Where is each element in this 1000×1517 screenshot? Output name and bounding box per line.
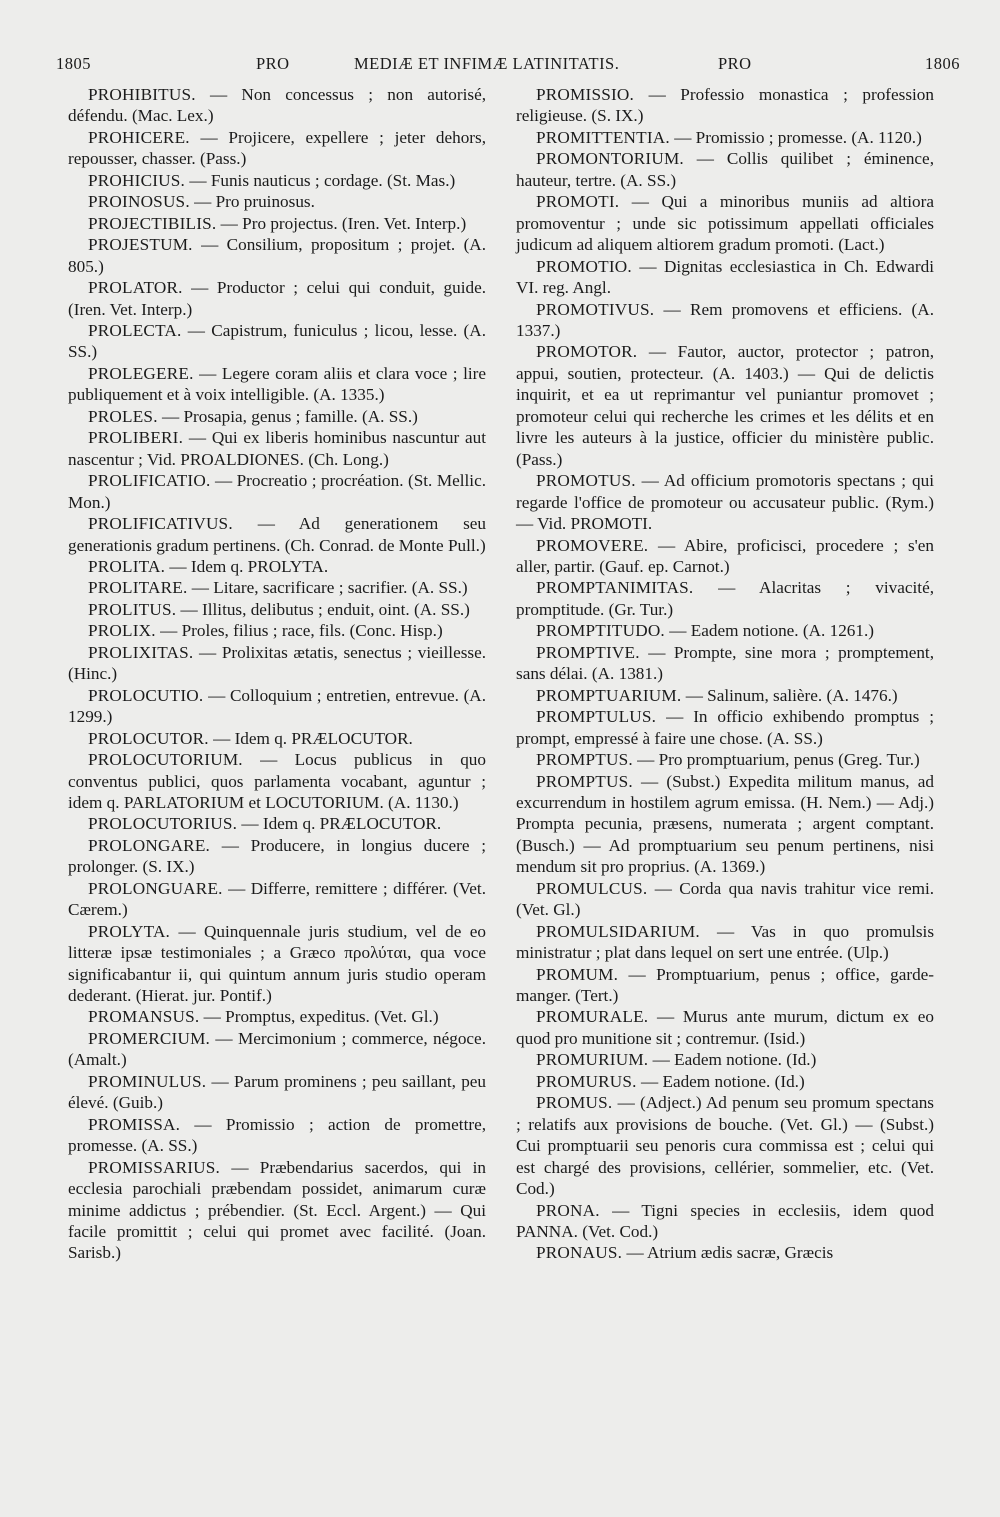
- entry-headword: PRONAUS.: [536, 1243, 623, 1263]
- entry-definition: — Promptuarium, penus ; office, garde-manger. (Tert.): [516, 964, 935, 1006]
- dictionary-entry: [516, 642, 934, 685]
- entry-headword: PROLOCUTORIUS.: [88, 814, 238, 834]
- entry-headword: PROJESTUM.: [88, 235, 193, 255]
- entry-definition: — Alacritas ; vivacité, promptitude. (Gr. Tur.): [516, 578, 935, 619]
- entry-headword: PROMURALE.: [536, 1007, 649, 1027]
- entry-headword: PROLOCUTOR.: [88, 728, 209, 748]
- entry-definition: — In officio exhibendo promptus ; prompt, empressé à faire une chose. (A. SS.): [516, 707, 934, 748]
- entry-headword: PROMPTUARIUM.: [536, 685, 682, 705]
- entry-headword: PROMISSA.: [88, 1114, 181, 1134]
- entry-headword: PROMANSUS.: [88, 1007, 200, 1027]
- entry-definition: — Eadem notione. (A. 1261.): [669, 621, 875, 641]
- running-head: [56, 54, 960, 84]
- dictionary-entry: [68, 213, 486, 234]
- entry-definition: — Proles, filius ; race, fils. (Conc. Hisp.): [160, 621, 443, 641]
- running-headword-right: PRO: [718, 54, 752, 73]
- entry-headword: PROMULCUS.: [536, 878, 648, 898]
- entry-headword: PROLITARE.: [88, 578, 188, 598]
- entry-definition: — Parum prominens ; peu saillant, peu élevé. (Guib.): [68, 1071, 487, 1113]
- dictionary-entry: [68, 1114, 486, 1157]
- entry-definition: — Idem q. PRÆLOCUTOR.: [213, 728, 413, 748]
- entry-definition: — Consilium, propositum ; projet. (A. 805.): [68, 235, 486, 276]
- entry-headword: PROLIXITAS.: [88, 642, 194, 662]
- entry-definition: — Promptus, expeditus. (Vet. Gl.): [203, 1007, 439, 1027]
- entry-definition: — Promissio ; action de promettre, promesse. (A. SS.): [68, 1114, 486, 1156]
- entry-headword: PROLOCUTIO.: [88, 685, 204, 705]
- entry-headword: PROMUM.: [536, 964, 619, 984]
- entry-headword: PROMPTUS.: [536, 771, 633, 791]
- entry-headword: PROLOCUTORIUM.: [88, 750, 243, 770]
- entry-headword: PROLIFICATIVUS.: [88, 514, 233, 534]
- dictionary-entry: [68, 191, 486, 212]
- entry-headword: PROLONGUARE.: [88, 878, 223, 898]
- dictionary-entry: [68, 1028, 486, 1071]
- entry-definition: — Ad officium promotoris spectans ; qui regarde l'office de promoteur ou accusateur public. (Rym.) — Vid. PROMOTI.: [516, 471, 934, 534]
- entry-headword: PROLES.: [88, 406, 158, 426]
- entry-definition: — Pro projectus. (Iren. Vet. Interp.): [220, 213, 467, 233]
- entry-headword: PROMISSARIUS.: [88, 1157, 221, 1177]
- dictionary-entry: [68, 513, 486, 556]
- entry-definition: — Qui ex liberis hominibus nascuntur aut nascentur ; Vid. PROALDIONES. (Ch. Long.): [68, 428, 487, 469]
- dictionary-entry: [68, 1157, 486, 1264]
- dictionary-entry: [68, 728, 486, 749]
- entry-headword: PROLEGERE.: [88, 363, 194, 383]
- entry-definition: — Promissio ; promesse. (A. 1120.): [674, 127, 922, 147]
- dictionary-entry: [516, 1006, 934, 1049]
- dictionary-entry: [68, 878, 486, 921]
- entry-headword: PROLITUS.: [88, 599, 177, 619]
- entry-headword: PROLATOR.: [88, 278, 183, 298]
- entry-definition: — Litare, sacrificare ; sacrifier. (A. SS.): [191, 578, 468, 598]
- entry-definition: — Salinum, salière. (A. 1476.): [685, 685, 898, 705]
- entry-headword: PROMISSIO.: [536, 85, 634, 104]
- dictionary-entry: [516, 749, 934, 770]
- entry-headword: PROMOTUS.: [536, 471, 636, 491]
- entry-headword: PROMPTIVE.: [536, 642, 640, 662]
- entry-definition: — Pro pruinosus.: [194, 192, 315, 212]
- entry-headword: PROHIBITUS.: [88, 85, 196, 104]
- entry-headword: PROHICIUS.: [88, 170, 186, 190]
- entry-definition: — Differre, remittere ; différer. (Vet. Cærem.): [68, 878, 486, 920]
- dictionary-entry: [68, 835, 486, 878]
- entry-definition: — Atrium ædis sacræ, Græcis: [626, 1243, 834, 1263]
- entry-headword: PROMOTOR.: [536, 342, 638, 362]
- entry-definition: — Prosapia, genus ; famille. (A. SS.): [162, 406, 418, 426]
- entry-definition: — Abire, proficisci, procedere ; s'en aller, partir. (Gauf. ep. Carnot.): [516, 535, 934, 576]
- entry-definition: — Producere, in longius ducere ; prolonger. (S. IX.): [68, 835, 487, 877]
- dictionary-entry: [516, 127, 934, 148]
- page-number-left: 1805: [56, 54, 91, 73]
- entry-definition: — Quinquennale juris studium, vel de eo litteræ ipsæ testimoniales ; a Græco προλύται, qua voce significabantur ii, qui quintum annum juris studio operam dederant. (Hierat. jur. Pontif.): [68, 921, 487, 1006]
- entry-definition: — Legere coram aliis et clara voce ; lire publiquement et à voix intelligible. (A. 1335.): [68, 363, 487, 405]
- entry-definition: — Procreatio ; procréation. (St. Mellic. Mon.): [68, 471, 486, 512]
- entry-headword: PROMOVERE.: [536, 535, 649, 555]
- dictionary-entry: [68, 470, 486, 513]
- entry-definition: — Idem q. PROLYTA.: [169, 556, 329, 576]
- entry-headword: PROLITA.: [88, 556, 166, 576]
- dictionary-entry: [516, 964, 934, 1007]
- dictionary-entry: [516, 771, 934, 878]
- entry-definition: — Corda qua navis trahitur vice remi. (Vet. Gl.): [516, 878, 935, 920]
- dictionary-entry: [516, 191, 934, 255]
- right-column: [516, 84, 934, 1264]
- dictionary-entry: [68, 599, 486, 620]
- entry-headword: PROLIBERI.: [88, 428, 184, 448]
- entry-definition: — Vas in quo promulsis ministratur ; plat dans lequel on sert une entrée. (Ulp.): [516, 921, 935, 963]
- entry-definition: — Funis nauticus ; cordage. (St. Mas.): [189, 170, 456, 190]
- entry-headword: PROMONTORIUM.: [536, 149, 684, 169]
- dictionary-entry: [68, 749, 486, 813]
- running-title: MEDIÆ ET INFIMÆ LATINITATIS.: [354, 54, 620, 73]
- dictionary-entry: [68, 921, 486, 1007]
- dictionary-entry: [516, 535, 934, 578]
- entry-definition: — Professio monastica ; profession religieuse. (S. IX.): [516, 85, 934, 126]
- dictionary-entry: [516, 84, 934, 127]
- entry-definition: — Tigni species in ecclesiis, idem quod PANNA. (Vet. Cod.): [516, 1200, 934, 1242]
- entry-definition: — Murus ante murum, dictum ex eo quod pro munitione sit ; contremur. (Isid.): [516, 1007, 935, 1048]
- dictionary-entry: [516, 706, 934, 749]
- dictionary-entry: [68, 556, 486, 577]
- entry-definition: — Ad generationem seu generationis gradum pertinens. (Ch. Conrad. de Monte Pull.): [68, 514, 486, 555]
- entry-definition: — Præbendarius sacerdos, qui in ecclesia parochiali præbendam possidet, animarum curæ minime addictus ; prébendier. (St. Eccl. Argent.) — Qui facile promittit ; celui qui promet avec facilité. (Joan. Sarisb.): [68, 1157, 486, 1263]
- page-number-right: 1806: [925, 54, 960, 73]
- dictionary-entry: [516, 1071, 934, 1092]
- entry-definition: — Pro promptuarium, penus (Greg. Tur.): [637, 750, 920, 770]
- dictionary-entry: [516, 148, 934, 191]
- entry-headword: PROMOTI.: [536, 192, 620, 212]
- entry-headword: PROJECTIBILIS.: [88, 213, 217, 233]
- entry-definition: — Projicere, expellere ; jeter dehors, repousser, chasser. (Pass.): [68, 127, 486, 169]
- entry-definition: — Illitus, delibutus ; enduit, oint. (A. SS.): [180, 599, 470, 619]
- dictionary-entry: [68, 1071, 486, 1114]
- dictionary-entry: [516, 685, 934, 706]
- entry-headword: PROLONGARE.: [88, 835, 211, 855]
- entry-headword: PROINOSUS.: [88, 192, 190, 212]
- dictionary-entry: [516, 341, 934, 470]
- dictionary-entry: [516, 299, 934, 342]
- entry-headword: PROMITTENTIA.: [536, 127, 670, 147]
- entry-headword: PROMINULUS.: [88, 1071, 207, 1091]
- dictionary-entry: [516, 878, 934, 921]
- dictionary-entry: [516, 620, 934, 641]
- dictionary-entry: [516, 1049, 934, 1070]
- dictionary-entry: [68, 813, 486, 834]
- entry-definition: — Prolixitas ætatis, senectus ; vieillesse. (Hinc.): [68, 642, 486, 684]
- entry-headword: PROMPTULUS.: [536, 707, 657, 727]
- dictionary-entry: [68, 406, 486, 427]
- entry-definition: — Mercimonium ; commerce, négoce. (Amalt.): [68, 1028, 486, 1070]
- entry-headword: PRONA.: [536, 1200, 600, 1220]
- entry-headword: PROMPTANIMITAS.: [536, 578, 694, 598]
- dictionary-entry: [68, 170, 486, 191]
- dictionary-entry: [68, 620, 486, 641]
- dictionary-entry: [516, 577, 934, 620]
- entry-headword: PROLIX.: [88, 621, 156, 641]
- dictionary-entry: [68, 320, 486, 363]
- dictionary-entry: [516, 1242, 934, 1263]
- entry-definition: — Prompte, sine mora ; promptement, sans délai. (A. 1381.): [516, 642, 935, 684]
- entry-definition: — (Adject.) Ad penum seu promum spectans ; relatifs aux provisions de bouche. (Vet. Gl.) — (Subst.) Cui promptuarii seu penoris cura commissa est ; celui qui est chargé des provisions, cellérier, sommelier, etc. (Vet. Cod.): [516, 1093, 934, 1199]
- dictionary-entry: [68, 363, 486, 406]
- entry-definition: — Locus publicus in quo conventus publici, quos parlamenta vocabant, aguntur ; idem q. PARLATORIUM et LOCUTORIUM. (A. 1130.): [68, 750, 486, 812]
- entry-definition: — Qui a minoribus muniis ad altiora promoventur ; unde sic potissimum appellati officiales judicum ad aliquem altiorem gradum promoti. (Lact.): [516, 192, 935, 255]
- entry-headword: PROMUS.: [536, 1093, 613, 1113]
- dictionary-entry: [68, 577, 486, 598]
- dictionary-entry: [68, 277, 486, 320]
- entry-definition: — Non concessus ; non autorisé, défendu. (Mac. Lex.): [68, 85, 486, 126]
- entry-definition: — Idem q. PRÆLOCUTOR.: [241, 814, 442, 834]
- entry-headword: PROMOTIVUS.: [536, 299, 655, 319]
- dictionary-entry: [516, 921, 934, 964]
- dictionary-entry: [68, 685, 486, 728]
- dictionary-entry: [68, 127, 486, 170]
- dictionary-entry: [68, 642, 486, 685]
- entry-definition: — Dignitas ecclesiastica in Ch. Edwardi VI. reg. Angl.: [516, 256, 935, 298]
- entry-definition: — Fautor, auctor, protector ; patron, appui, soutien, protecteur. (A. 1403.) — Qui de delictis inquirit, et ea ut reprimantur vel puniantur promovet ; promoteur celui qui recherche les crimes et les délits et en livre les auteurs à la justice, officier du ministère public. (Pass.): [516, 342, 934, 469]
- dictionary-entry: [68, 234, 486, 277]
- dictionary-entry: [516, 1092, 934, 1199]
- entry-definition: — Eadem notione. (Id.): [640, 1071, 805, 1091]
- entry-headword: PROMULSIDARIUM.: [536, 921, 700, 941]
- running-headword-left: PRO: [256, 54, 290, 73]
- entry-headword: PROHICERE.: [88, 127, 190, 147]
- entry-headword: PROMURUS.: [536, 1071, 637, 1091]
- dictionary-entry: [68, 427, 486, 470]
- entry-headword: PROLYTA.: [88, 921, 171, 941]
- entry-headword: PROMURIUM.: [536, 1050, 649, 1070]
- entry-definition: — Capistrum, funiculus ; licou, lesse. (A. SS.): [68, 320, 486, 362]
- dictionary-entry: [516, 256, 934, 299]
- entry-headword: PROMERCIUM.: [88, 1028, 211, 1048]
- entry-headword: PROMOTIO.: [536, 256, 632, 276]
- entry-definition: — Rem promovens et efficiens. (A. 1337.): [516, 299, 934, 340]
- dictionary-entry: [68, 1006, 486, 1027]
- entry-headword: PROMPTUS.: [536, 750, 633, 770]
- entry-definition: — Productor ; celui qui conduit, guide. (Iren. Vet. Interp.): [68, 278, 486, 319]
- entry-headword: PROLIFICATIO.: [88, 471, 211, 491]
- left-column: [68, 84, 486, 1264]
- entry-headword: PROLECTA.: [88, 320, 182, 340]
- entry-definition: — Eadem notione. (Id.): [652, 1050, 817, 1070]
- entry-definition: — Colloquium ; entretien, entrevue. (A. 1299.): [68, 685, 487, 727]
- entry-definition: — Collis quilibet ; éminence, hauteur, tertre. (A. SS.): [516, 149, 934, 190]
- entry-headword: PROMPTITUDO.: [536, 621, 665, 641]
- dictionary-entry: [516, 470, 934, 534]
- entry-definition: — (Subst.) Expedita militum manus, ad excurrendum in hostilem agrum emissa. (H. Nem.) — Adj.) Prompta pecunia, præsens, numerata ; argent comptant. (Busch.) — Ad promptuarium seu penum pertinens, nisi mendum sit pro proprius. (A. 1369.): [516, 771, 934, 877]
- dictionary-entry: [516, 1200, 934, 1243]
- dictionary-entry: [68, 84, 486, 127]
